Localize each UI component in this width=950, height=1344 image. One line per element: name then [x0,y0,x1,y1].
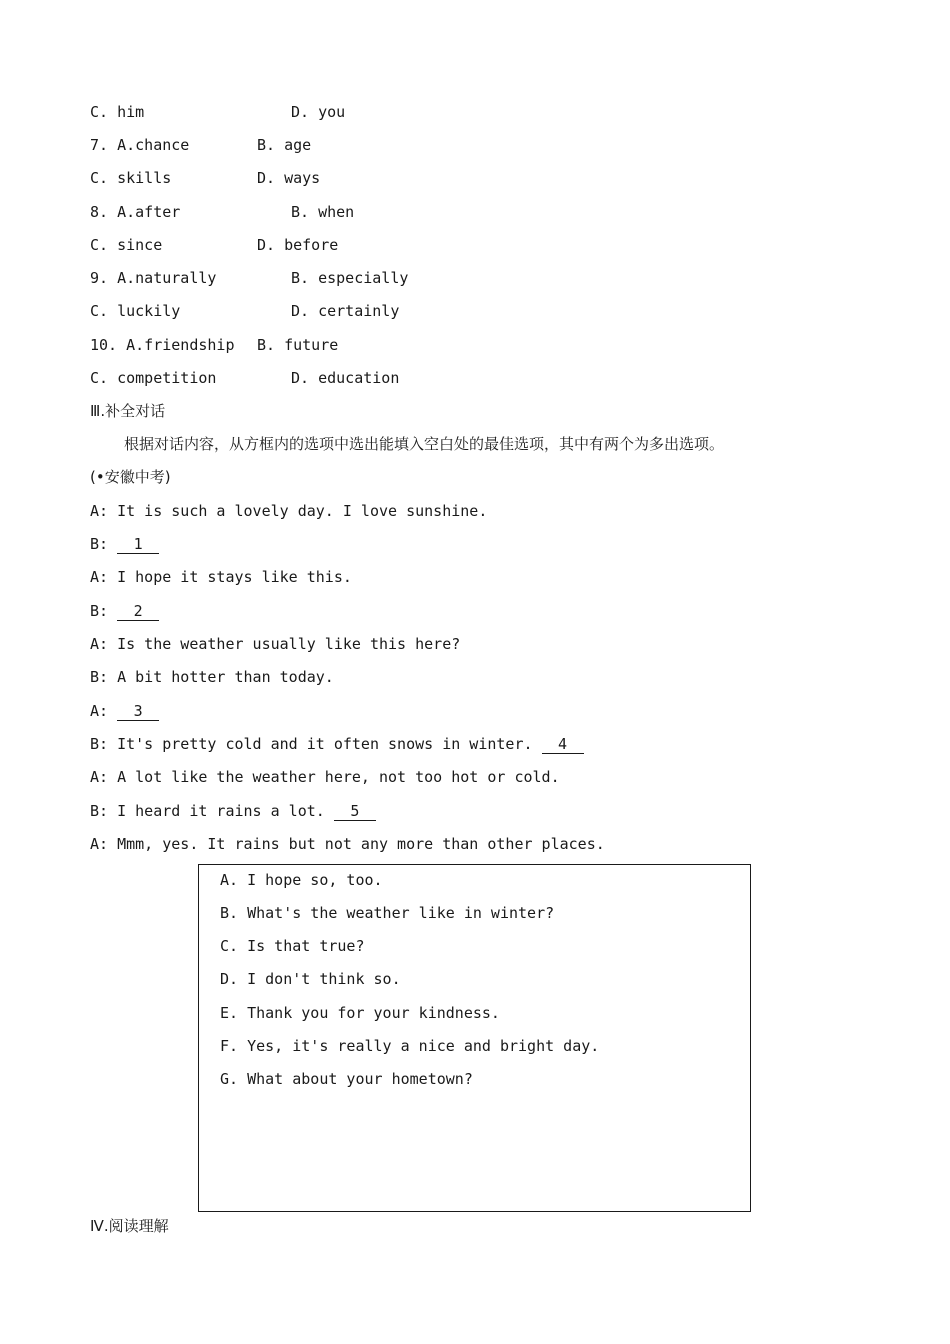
option-text: B. age [257,136,312,154]
choice-item: D. I don't think so. [220,970,401,988]
section-heading: Ⅳ.阅读理解 [90,1217,169,1235]
dialogue-line: B: 2 [90,601,159,621]
choice-item: F. Yes, it's really a nice and bright day. [220,1037,600,1055]
choice-item: G. What about your hometown? [220,1070,473,1088]
dialogue-line: B: A bit hotter than today. [90,668,334,686]
answer-blank[interactable]: 1 [117,536,159,554]
choice-item: A. I hope so, too. [220,871,383,889]
dialogue-line: A: Mmm, yes. It rains but not any more than other places. [90,835,605,853]
choice-item: B. What's the weather like in winter? [220,904,555,922]
option-text: 10. A.friendship [90,336,235,354]
dialogue-line: B: I heard it rains a lot. 5 [90,801,376,821]
option-text: C. since [90,236,163,254]
option-text: 9. A.naturally [90,269,217,287]
option-text: 7. A.chance [90,136,190,154]
choice-item: C. Is that true? [220,937,365,955]
option-text: C. skills [90,169,172,187]
answer-blank[interactable]: 5 [334,803,376,821]
option-text: D. you [291,103,346,121]
choices-box [198,864,751,1212]
option-text: D. education [291,369,400,387]
option-text: C. competition [90,369,217,387]
choice-item: E. Thank you for your kindness. [220,1004,500,1022]
section-instruction: 根据对话内容，从方框内的选项中选出能填入空白处的最佳选项，其中有两个为多出选项。 [124,435,725,453]
dialogue-line: A: A lot like the weather here, not too hot or cold. [90,768,560,786]
source-note: (•安徽中考) [90,468,171,486]
dialogue-line: A: I hope it stays like this. [90,568,352,586]
option-text: B. when [291,203,355,221]
option-text: B. especially [291,269,409,287]
dialogue-line: A: Is the weather usually like this here? [90,635,461,653]
dialogue-line: A: It is such a lovely day. I love sunshine. [90,502,488,520]
option-text: D. ways [257,169,321,187]
option-text: 8. A.after [90,203,181,221]
dialogue-line: B: 1 [90,534,159,554]
dialogue-line: B: It's pretty cold and it often snows in winter. 4 [90,734,584,754]
section-heading: Ⅲ.补全对话 [90,402,166,420]
option-text: B. future [257,336,339,354]
option-text: C. him [90,103,145,121]
option-text: D. certainly [291,302,400,320]
dialogue-line: A: 3 [90,701,159,721]
answer-blank[interactable]: 4 [542,736,584,754]
option-text: C. luckily [90,302,181,320]
answer-blank[interactable]: 3 [117,703,159,721]
answer-blank[interactable]: 2 [117,603,159,621]
option-text: D. before [257,236,339,254]
